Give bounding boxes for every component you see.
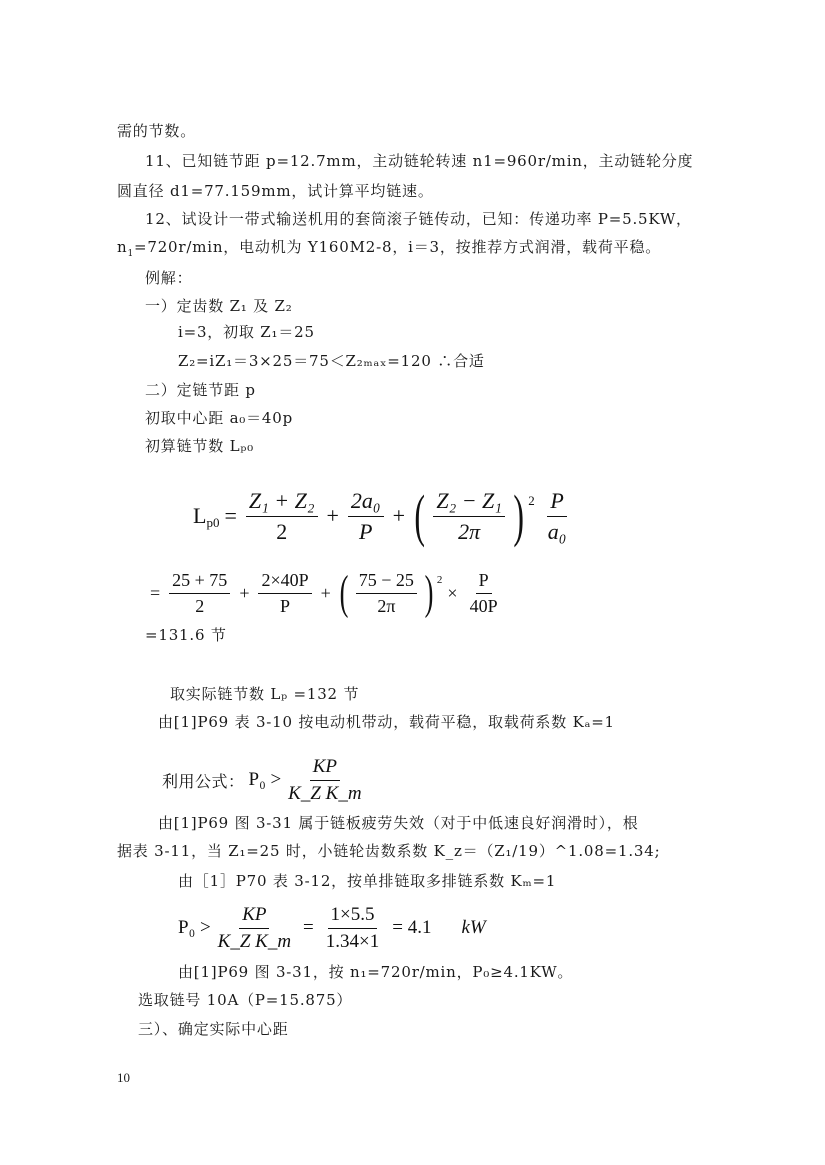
text-line-15: 由[1]P69 表 3-10 按电动机带动，载荷平稳，取载荷系数 Kₐ=1 <box>158 713 615 731</box>
text-line-4: 12、试设计一带式输送机用的套筒滚子链传动，已知：传递功率 P=5.5KW， <box>145 210 692 228</box>
text-line-11: 初取中心距 a₀＝40p <box>145 409 294 427</box>
text-line-19: 由［1］P70 表 3-12，按单排链取多排链系数 Kₘ=1 <box>178 872 557 890</box>
text-line-6: 例解： <box>145 269 193 287</box>
text-line-2: 11、已知链节距 p=12.7mm，主动链轮转速 n1=960r/min，主动链轮分度 <box>145 152 694 170</box>
formula-chain-links: L $_{p0}$ = $\frac{\text{Z₁ + Z₂}}{2}$ + $\frac{\text{2a₀}}{P}$ + ( $\frac{\text{Z₂ − Z₁}}{2\pi}$ ) $^2$ $\frac{P}{\text{a₀}}$ <box>193 483 567 548</box>
formula-chain-links-substituted: = $\frac{25 + 75}{2}$ + $\frac{2\times 40P}{P}$ + ( $\frac{75 - 25}{2\pi}$ ) $^2$ × $\frac{P}{40P}$ <box>150 566 498 619</box>
text-line-3: 圆直径 d1=77.159mm，试计算平均链速。 <box>117 182 434 200</box>
text-line-8: i=3，初取 Z₁＝25 <box>178 323 315 341</box>
text-line-1: 需的节数。 <box>117 122 197 140</box>
text-line-17: 由[1]P69 图 3-31 属于链板疲劳失效（对于中低速良好润滑时），根 <box>158 814 639 832</box>
heading-step-1: 一）定齿数 Z₁ 及 Z₂ <box>145 297 293 315</box>
text-line-20: 由[1]P69 图 3-31，按 n₁=720r/min，P₀≥4.1KW。 <box>178 963 574 981</box>
heading-step-2: 二）定链节距 p <box>145 381 256 399</box>
text-line-21: 选取链号 10A（P=15.875） <box>138 991 353 1009</box>
text-line-12: 初算链节数 Lₚ₀ <box>145 437 254 455</box>
text-line-18: 据表 3-11，当 Z₁=25 时，小链轮齿数系数 K_z＝（Z₁/19）^1.08=1.34; <box>117 842 661 860</box>
text-line-14: 取实际链节数 Lₚ =132 节 <box>170 685 360 703</box>
formula-power-condition: 利用公式： P₀ > $\frac{KP}{\text{K\_Z K\_m}}$ <box>162 755 362 804</box>
text-line-5: $n_1=720r/\min$，电动机为 Y160M2-8，i＝3，按推荐方式润滑，载荷平稳。 <box>117 238 662 259</box>
page-number: 10 <box>117 1070 130 1085</box>
text-line-9: Z₂=iZ₁＝3×25＝75＜Z₂ₘₐₓ=120 ∴合适 <box>178 352 485 370</box>
heading-step-3: 三）、确定实际中心距 <box>138 1020 289 1038</box>
formula-power-result: P₀ > $\frac{KP}{\text{K\_Z K\_m}}$ = $\frac{1\times 5.5}{1.34\times 1}$ = 4.1 kW <box>178 903 486 952</box>
text-line-13: =131.6 节 <box>145 626 227 644</box>
